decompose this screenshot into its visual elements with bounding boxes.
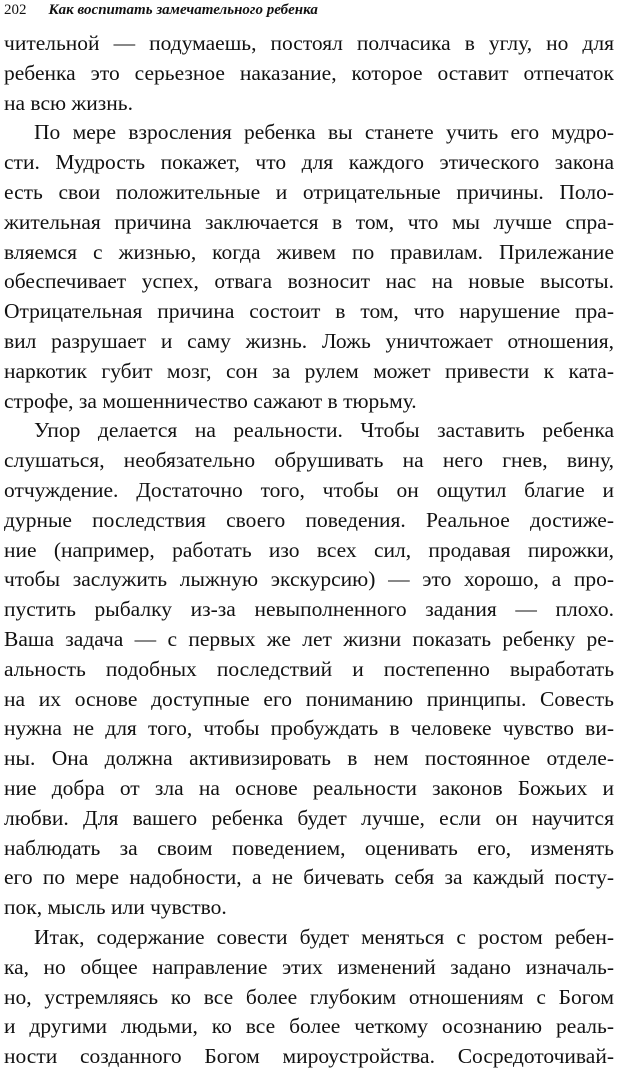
text-line: нужна не для того, чтобы пробуждать в человеке чувство ви- xyxy=(4,716,614,741)
text-line: но, устремляясь ко все более глубоким отношениям с Богом xyxy=(4,984,614,1009)
running-title: Как воспитать замечательного ребенка xyxy=(48,2,318,18)
text-line: любви. Для вашего ребенка будет лучше, если он научится xyxy=(4,805,614,830)
text-line: Итак, содержание совести будет меняться с ростом ребен- xyxy=(34,924,614,949)
text-line: его по мере надобности, а не бичевать себя за каждый посту- xyxy=(4,865,614,890)
page-header xyxy=(4,0,614,29)
text-line: сти. Мудрость покажет, что для каждого этического закона xyxy=(4,150,614,175)
text-line: жительная причина заключается в том, что мы лучше спра- xyxy=(4,209,614,234)
text-line: пустить рыбалку из-за невыполненного задания — плохо. xyxy=(4,597,614,622)
text-line: ребенка это серьезное наказание, которое оставит отпечаток xyxy=(4,60,614,85)
text-line: и другими людьми, ко все более четкому осознанию реаль- xyxy=(4,1014,614,1039)
text-line: строфе, за мошенничество сажают в тюрьму. xyxy=(4,388,417,413)
text-line: альность подобных последствий и постепенно выработать xyxy=(4,656,614,681)
text-line: наблюдать за своим поведением, оценивать его, изменять xyxy=(4,835,614,860)
text-line: ние добра от зла на основе реальности законов Божьих и xyxy=(4,775,614,800)
text-line: есть свои положительные и отрицательные причины. Поло- xyxy=(4,179,614,204)
text-line: слушаться, необязательно обрушивать на него гнев, вину, xyxy=(4,448,614,473)
text-line: наркотик губит мозг, сон за рулем может привести к ката- xyxy=(4,358,614,383)
text-line: ности созданного Богом мироустройства. Сосредоточивай- xyxy=(4,1044,614,1069)
text-line: на всю жизнь. xyxy=(4,90,133,115)
text-line: на их основе доступные его пониманию принципы. Совесть xyxy=(4,686,614,711)
text-line: вляемся с жизнью, когда живем по правилам. Прилежание xyxy=(4,239,614,264)
text-line: отчуждение. Достаточно того, чтобы он ощутил благие и xyxy=(4,477,614,502)
body-text xyxy=(4,29,614,1072)
text-line: пок, мысль или чувство. xyxy=(4,895,227,920)
text-line: Упор делается на реальности. Чтобы заставить ребенка xyxy=(34,418,614,443)
text-line: вил разрушает и саму жизнь. Ложь уничтожает отношения, xyxy=(4,328,614,353)
text-line: Отрицательная причина состоит в том, что нарушение пра- xyxy=(4,299,614,324)
text-line: По мере взросления ребенка вы станете учить его мудро- xyxy=(34,120,614,145)
text-line: ны. Она должна активизировать в нем постоянное отделе- xyxy=(4,746,614,771)
text-line: ка, но общее направление этих изменений задано изначаль- xyxy=(4,954,614,979)
text-line: Ваша задача — с первых же лет жизни показать ребенку ре- xyxy=(4,626,614,651)
text-line: ние (например, работать изо всех сил, продавая пирожки, xyxy=(4,537,614,562)
text-line: чтобы заслужить лыжную экскурсию) — это хорошо, а про- xyxy=(4,567,614,592)
text-line: чительной — подумаешь, постоял полчасика в углу, но для xyxy=(4,31,614,55)
text-line: обеспечивает успех, отвага возносит нас на новые высоты. xyxy=(4,269,614,294)
page-number: 202 xyxy=(4,2,27,18)
text-line: дурные последствия своего поведения. Реальное достиже- xyxy=(4,507,614,532)
